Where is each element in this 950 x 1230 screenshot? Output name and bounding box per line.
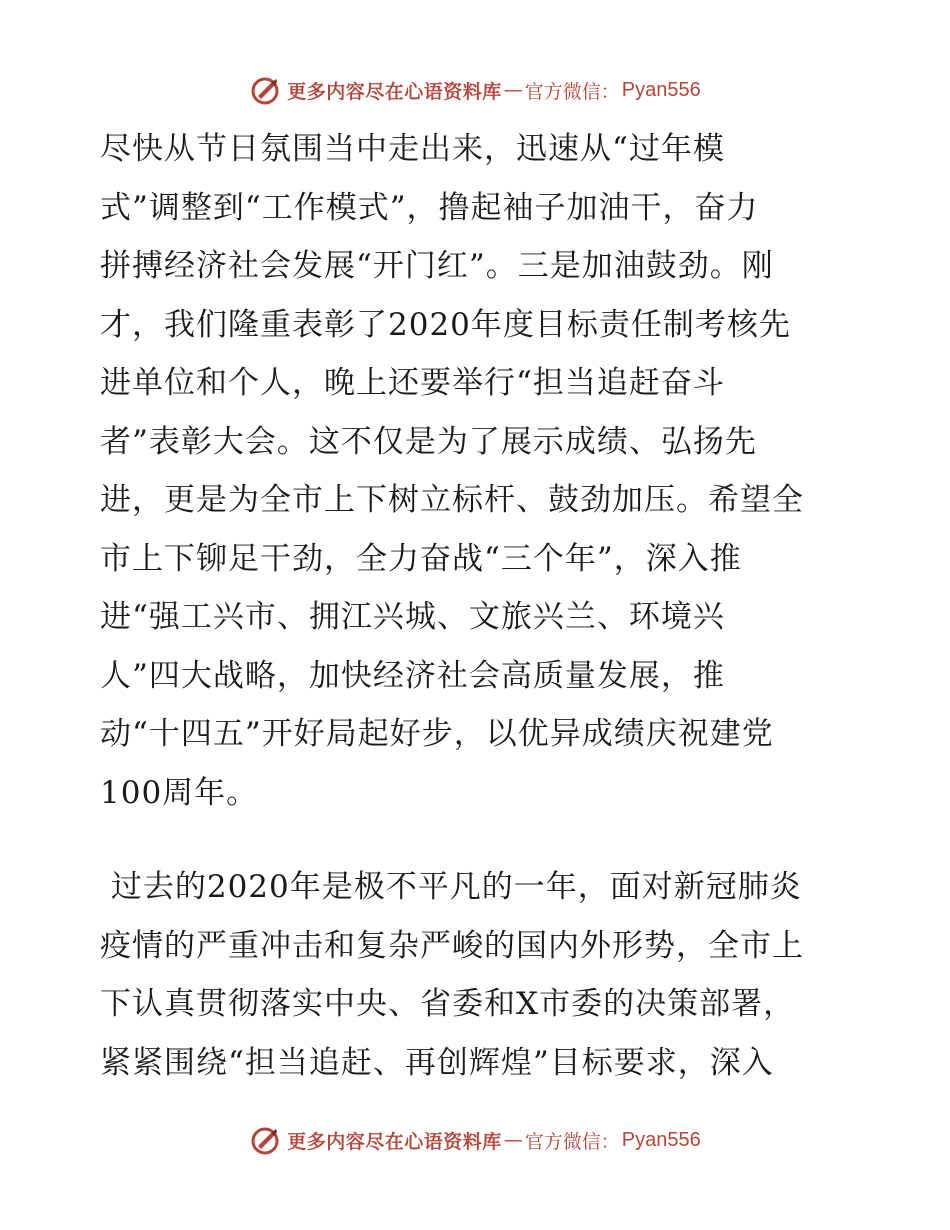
text-line: 紧紧围绕“担当追赶、再创辉煌”目标要求，深入 [100,1044,774,1081]
watermark-wechat-id: Pyan556 [621,78,701,101]
watermark-dash: — [503,79,523,101]
text-line: 人”四大战略，加快经济社会高质量发展，推 [100,657,725,694]
paragraph [100,120,860,822]
library-logo-icon [249,74,281,106]
watermark-wechat-label: 官方微信： [524,80,620,103]
header-watermark [0,70,950,110]
text-line: 拼搏经济社会发展“开门红”。三是加油鼓劲。刚 [100,248,774,284]
paragraph-gap [100,822,860,858]
text-line: 进单位和个人，晚上还要举行“担当追赶奋斗 [100,365,725,401]
text-line: 市上下铆足干劲，全力奋战“三个年”，深入推 [100,540,742,577]
text-line: 进“强工兴市、拥江兴城、文旅兴兰、环境兴 [100,599,725,635]
text-line: 才，我们隆重表彰了2020年度目标责任制考核先 [100,306,791,343]
watermark-wechat-id: Pyan556 [621,1128,701,1151]
watermark-site-text: 更多内容尽在心语资料库 [287,80,502,103]
text-line: 100周年。 [100,774,259,811]
footer-watermark [0,1120,950,1160]
watermark-dash: — [503,1129,523,1151]
text-line: 动“十四五”开好局起好步，以优异成绩庆祝建党 [100,716,774,752]
paragraph [100,858,860,1092]
text-line: 尽快从节日氛围当中走出来，迅速从“过年模 [100,131,725,167]
text-line: 过去的2020年是极不平凡的一年，面对新冠肺炎 [100,869,802,905]
text-line: 疫情的严重冲击和复杂严峻的国内外形势，全市上 [100,927,804,964]
library-logo-icon [249,1124,281,1156]
watermark-wechat-label: 官方微信： [524,1130,620,1153]
text-line: 者”表彰大会。这不仅是为了展示成绩、弘扬先 [100,423,757,460]
watermark-site-text: 更多内容尽在心语资料库 [287,1130,502,1153]
text-line: 下认真贯彻落实中央、省委和X市委的决策部署， [100,986,796,1022]
text-line: 式”调整到“工作模式”，撸起袖子加油干，奋力 [100,189,759,226]
document-body [100,120,860,1092]
text-line: 进，更是为全市上下树立标杆、鼓劲加压。希望全 [100,482,804,518]
